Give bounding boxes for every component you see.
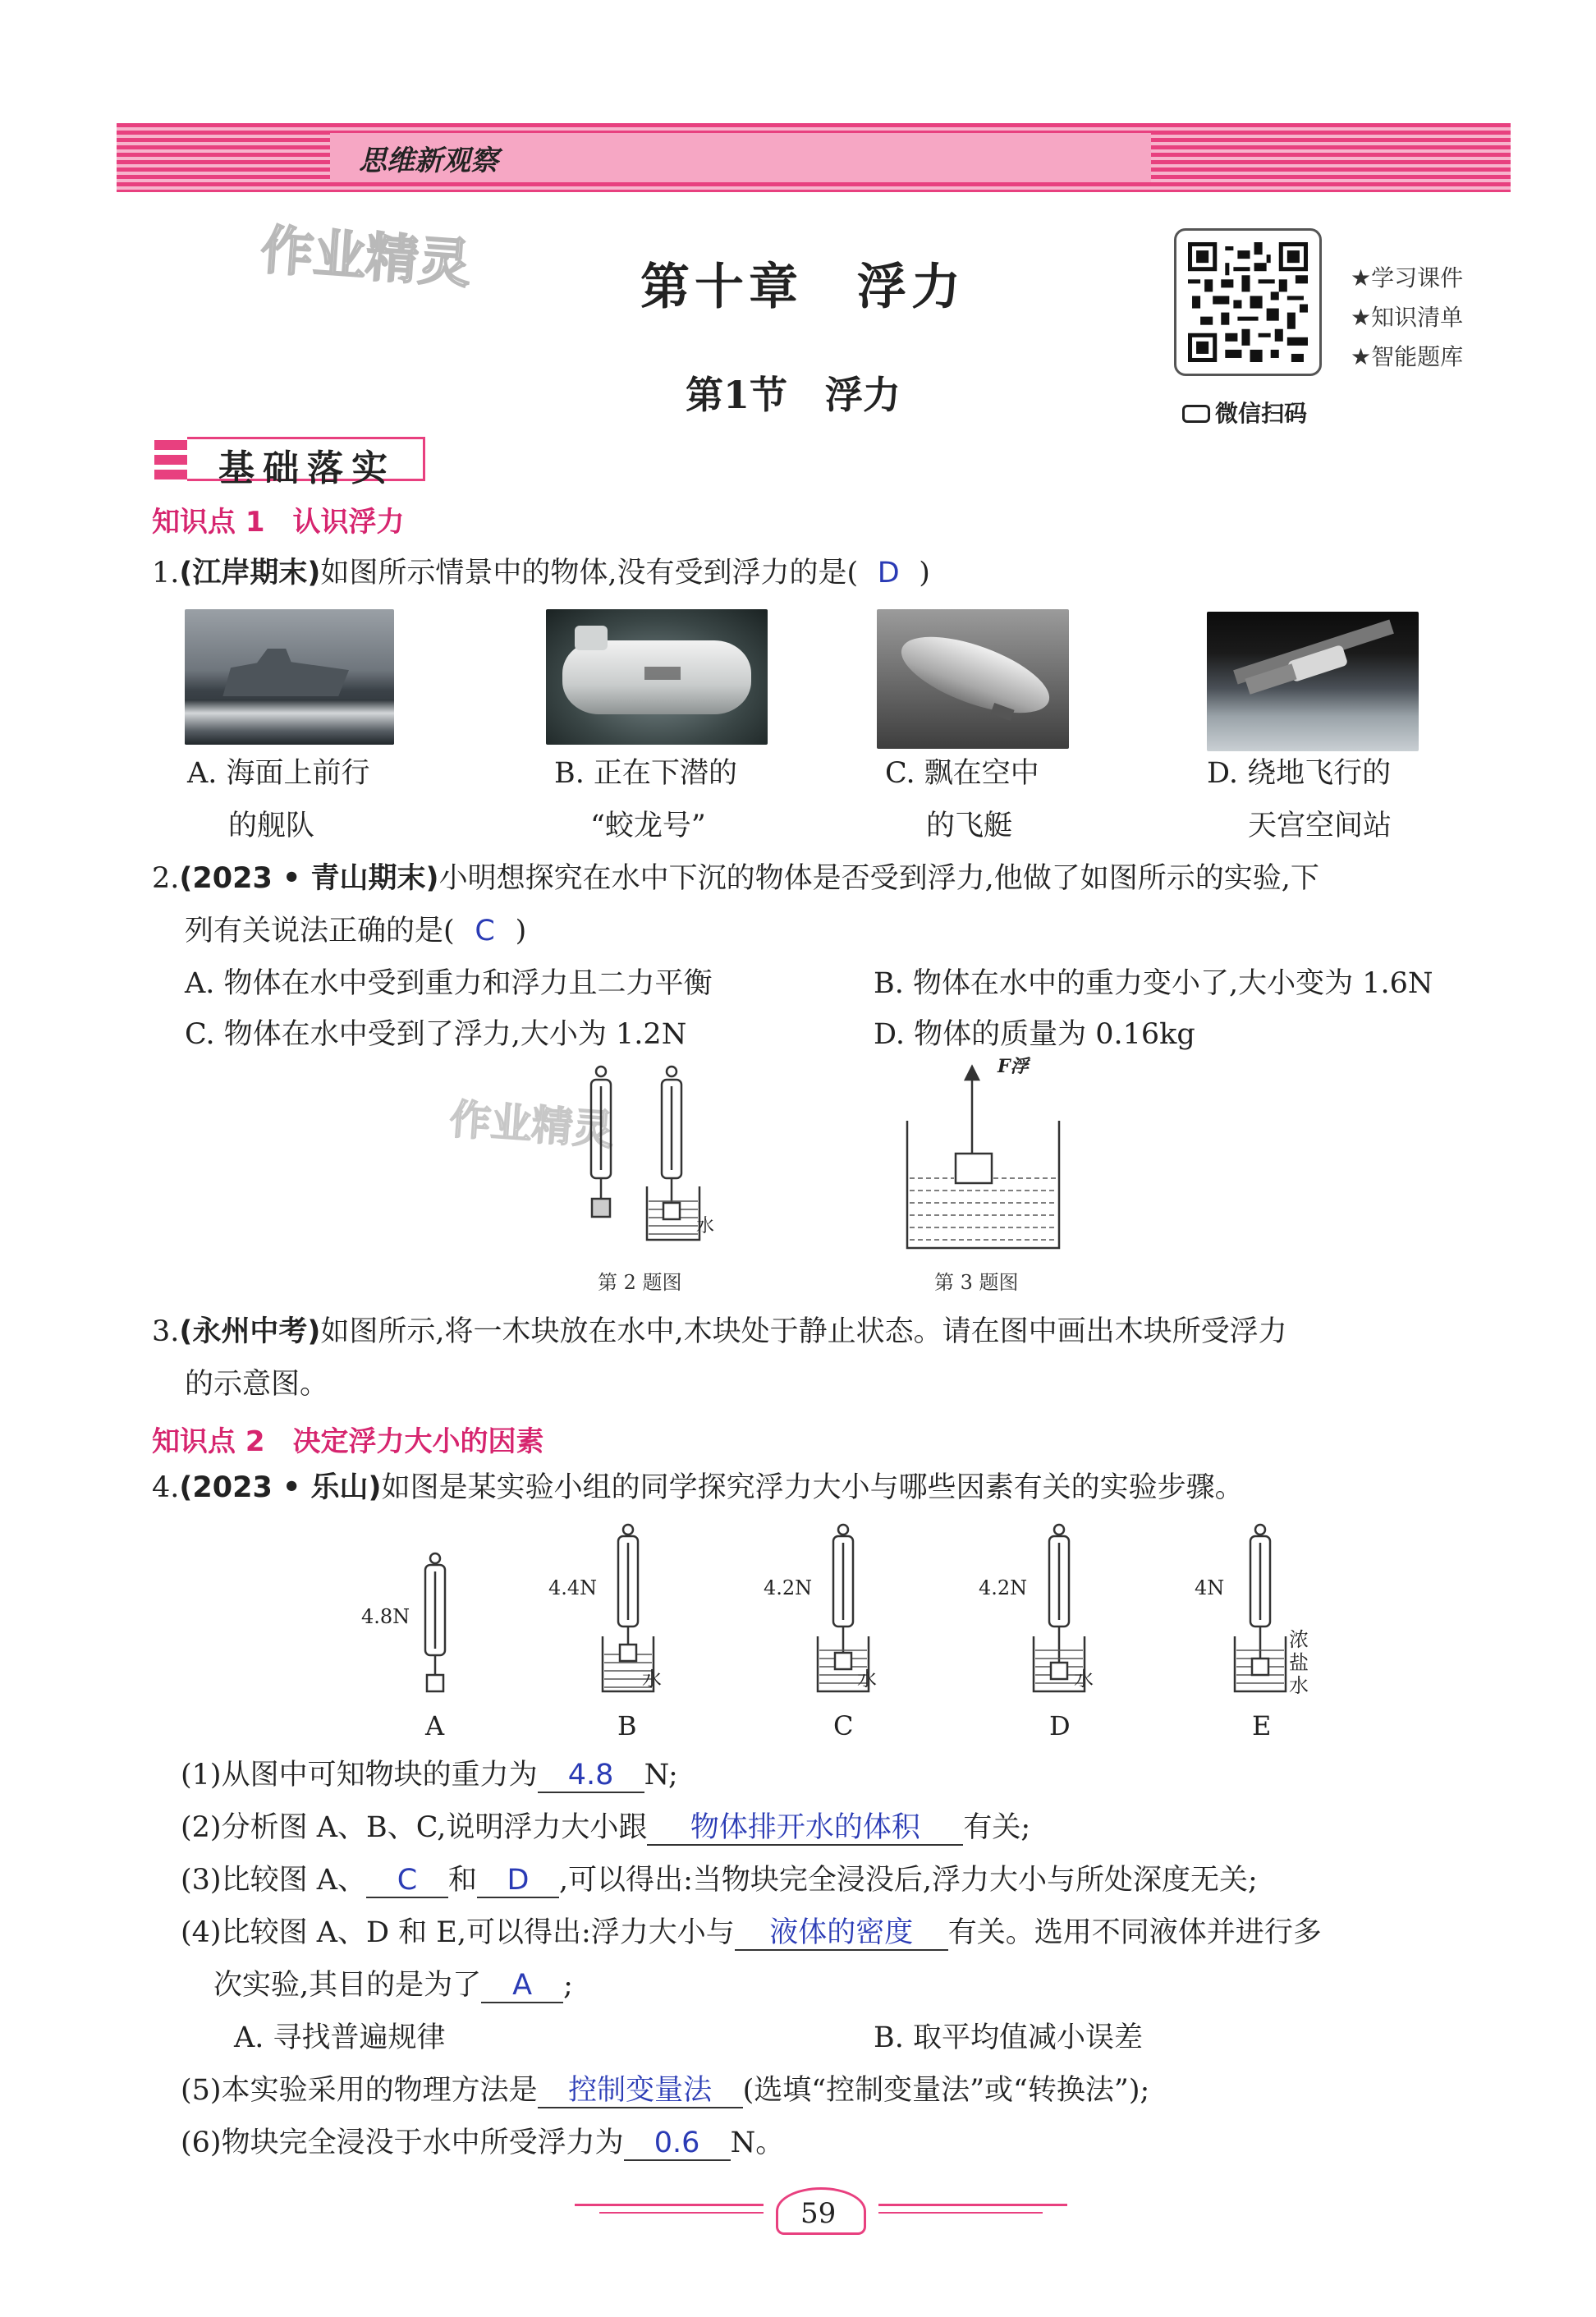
answer-q4-6: 0.6: [624, 2127, 731, 2161]
star-icon: ★: [1351, 304, 1372, 331]
section-badge: [154, 434, 430, 489]
q2-figure-caption: 第 2 题图: [598, 1271, 682, 1294]
answer-q4-1: 4.8: [538, 1760, 644, 1793]
q4-liquid-b: 水: [642, 1668, 662, 1691]
answer-q2: C: [475, 915, 495, 947]
q2-water-label: 水: [696, 1216, 715, 1236]
q3-force-label: F浮: [998, 1056, 1029, 1077]
q4-label-e: E: [1252, 1710, 1272, 1741]
q4-label-b: B: [617, 1710, 637, 1741]
q2-option-d[interactable]: D. 物体的质量为 0.16kg: [874, 1018, 1195, 1051]
q4-reading-e: 4N: [1195, 1576, 1225, 1599]
photo-submersible: [546, 609, 768, 745]
q4-part-2: (2)分析图 A、B、C,说明浮力大小跟 物体排开水的体积 有关;: [181, 1811, 1031, 1844]
photo-warship: [185, 609, 394, 745]
q4-reading-a: 4.8N: [361, 1605, 410, 1628]
header-banner: [117, 123, 1511, 192]
answer-q4-2: 物体排开水的体积: [647, 1812, 963, 1846]
question-4: 4.(2023 • 乐山)如图是某实验小组的同学探究浮力大小与哪些因素有关的实验步骤。: [152, 1471, 1244, 1504]
scan-eye-icon: [1182, 405, 1210, 423]
qr-item-question-bank[interactable]: ★智能题库: [1351, 343, 1464, 370]
wechat-scan: 微信扫码: [1182, 396, 1307, 429]
qr-item-courseware[interactable]: ★学习课件: [1351, 264, 1464, 291]
q4-label-d: D: [1049, 1710, 1071, 1741]
footer-ornament: [575, 2176, 1067, 2241]
q4-part-6: (6)物块完全浸没于水中所受浮力为 0.6 N。: [181, 2127, 785, 2159]
q2-option-c[interactable]: C. 物体在水中受到了浮力,大小为 1.2N: [185, 1018, 687, 1051]
answer-q4-3b: D: [477, 1865, 559, 1898]
page-number: 59: [800, 2197, 837, 2230]
q1-option-c[interactable]: C. 飘在空中 的飞艇: [885, 757, 1039, 842]
q4-figures: [345, 1523, 1379, 1745]
knowledge-point-1: 知识点 1 认识浮力: [152, 506, 405, 539]
qr-menu: [1351, 259, 1463, 377]
q4-label-a: A: [425, 1710, 445, 1741]
star-icon: ★: [1351, 343, 1372, 370]
q2-option-b[interactable]: B. 物体在水中的重力变小了,大小变为 1.6N: [874, 967, 1433, 1000]
q3-figure: [903, 1055, 1075, 1252]
q1-option-a[interactable]: A. 海面上前行 的舰队: [187, 757, 370, 842]
banner-text: 思维新观察: [359, 145, 498, 177]
q4-label-c: C: [833, 1710, 854, 1741]
q4-part-1: (1)从图中可知物块的重力为 4.8 N;: [181, 1759, 678, 1792]
question-2: 2.(2023 • 青山期末)小明想探究在水中下沉的物体是否受到浮力,他做了如图所示的实验,下 列有关说法正确的是( C ): [152, 852, 1319, 957]
q4-fig-e: [1223, 1523, 1297, 1695]
q4-4-option-b[interactable]: B. 取平均值减小误差: [874, 2021, 1143, 2054]
chapter-title: 第十章 浮力: [640, 259, 965, 316]
q4-liquid-d: 水: [1074, 1668, 1094, 1691]
q4-4-option-a[interactable]: A. 寻找普遍规律: [234, 2021, 446, 2054]
q1-option-d[interactable]: D. 绕地飞行的 天宫空间站: [1207, 757, 1392, 842]
q4-reading-b: 4.4N: [548, 1576, 598, 1599]
answer-q4-3a: C: [366, 1865, 448, 1898]
q4-reading-d: 4.2N: [979, 1576, 1028, 1599]
watermark: 作业精灵: [259, 220, 473, 296]
qr-code-icon: [1188, 242, 1308, 362]
section-title: 第1节 浮力: [686, 373, 901, 417]
qr-code[interactable]: [1174, 228, 1322, 376]
q3-figure-caption: 第 3 题图: [934, 1271, 1019, 1294]
question-3: 3.(永州中考)如图所示,将一木块放在水中,木块处于静止状态。请在图中画出木块所受浮力 的示意图。: [152, 1315, 1287, 1401]
star-icon: ★: [1351, 264, 1372, 291]
question-1: 1.(江岸期末)如图所示情景中的物体,没有受到浮力的是( D ): [152, 547, 930, 599]
q2-option-a[interactable]: A. 物体在水中受到重力和浮力且二力平衡: [185, 967, 713, 1000]
q4-reading-c: 4.2N: [764, 1576, 813, 1599]
q4-part-5: (5)本实验采用的物理方法是 控制变量法 (选填“控制变量法”或“转换法”);: [181, 2074, 1150, 2107]
q1-option-b[interactable]: B. 正在下潜的 “蛟龙号”: [554, 757, 737, 842]
q4-liquid-e: 浓盐水: [1289, 1628, 1309, 1697]
photo-airship: [877, 609, 1069, 749]
answer-q4-5: 控制变量法: [538, 2075, 743, 2108]
q4-part-4: (4)比较图 A、D 和 E,可以得出:浮力大小与 液体的密度 有关。选用不同液体并进行多 次实验,其目的是为了 A ;: [181, 1916, 1322, 2002]
watermark-2: 作业精灵: [447, 1095, 616, 1154]
answer-q1: D: [877, 557, 900, 590]
badge-text: 基础落实: [218, 447, 396, 489]
knowledge-point-2: 知识点 2 决定浮力大小的因素: [152, 1425, 544, 1458]
q4-part-3: (3)比较图 A、 C 和 D ,可以得出:当物块完全浸没后,浮力大小与所处深度无关;: [181, 1864, 1258, 1897]
answer-q4-4a: 液体的密度: [735, 1917, 948, 1951]
q4-liquid-c: 水: [857, 1668, 877, 1691]
answer-q4-4b: A: [481, 1970, 563, 2003]
qr-item-knowledge-list[interactable]: ★知识清单: [1351, 304, 1464, 331]
q4-fig-a: [410, 1552, 460, 1700]
photo-space-station: [1207, 612, 1419, 751]
